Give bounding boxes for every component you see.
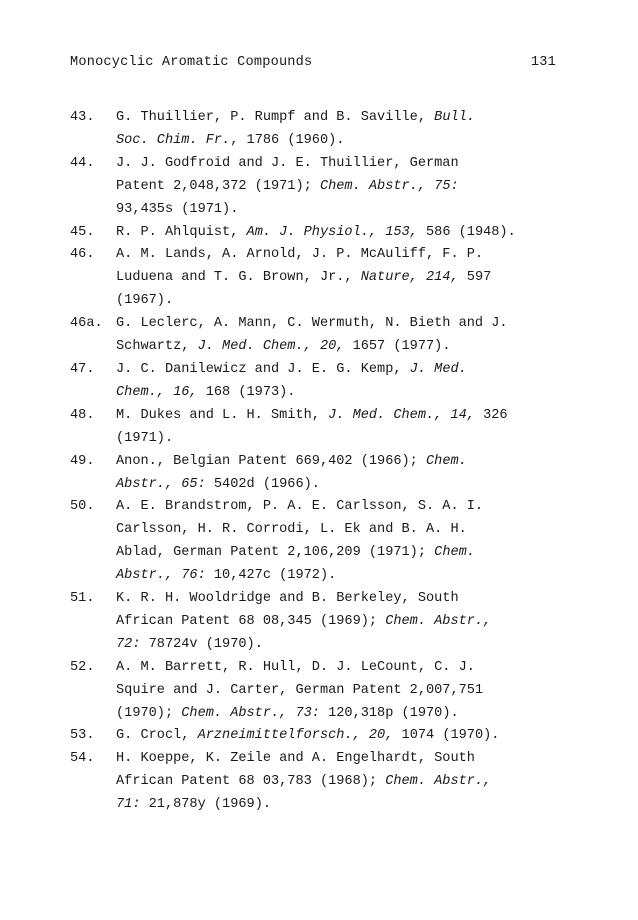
reference-line [116,703,570,726]
citation-text: J. C. Danilewicz and J. E. G. Kemp, [116,361,410,377]
reference-line [116,359,570,382]
reference-line [116,794,570,817]
reference-number: 48. [70,407,95,423]
reference-line [116,428,570,451]
reference-entry [70,496,570,588]
citation-text: R. P. Ahlquist, [116,224,247,240]
citation-italic-text: Nature, 214, [360,270,459,286]
citation-text: J. J. Godfroid and J. E. Thuillier, German [116,155,459,171]
citation-text: 326 [474,407,508,423]
citation-text: Luduena and T. G. Brown, Jr., [116,270,361,286]
citation-italic-text: Soc. Chim. Fr. [116,132,231,148]
citation-text: 93,435s (1971). [116,201,239,217]
citation-italic-text: Chem. [426,453,467,469]
reference-line [116,634,570,657]
reference-entry [70,244,570,313]
reference-number: 46a. [70,316,103,332]
citation-italic-text: Abstr., 76: [116,568,206,584]
reference-number: 53. [70,728,95,744]
reference-entry [70,725,570,748]
citation-italic-text: Chem. Abstr., 75: [319,178,459,194]
citation-text: A. M. Barrett, R. Hull, D. J. LeCount, C. J. [116,659,475,675]
citation-text: 21,878y (1969). [140,797,272,813]
reference-entry [70,748,570,817]
reference-entry [70,153,570,222]
reference-number: 46. [70,247,95,263]
citation-text: M. Dukes and L. H. Smith, [116,407,329,423]
running-header [70,53,556,73]
reference-line [116,313,570,336]
reference-line [116,771,570,794]
citation-italic-text: Arzneimittelforsch., 20, [197,728,394,744]
reference-line [116,107,570,130]
citation-text: G. Thuillier, P. Rumpf and B. Saville, [116,110,435,125]
reference-number: 47. [70,361,95,377]
citation-italic-text: Bull. [434,110,475,125]
reference-line [116,519,570,542]
citation-text: (1967). [116,293,174,309]
citation-text: Patent 2,048,372 (1971); [116,178,320,194]
reference-line [116,680,570,703]
reference-line [116,336,570,359]
citation-text: H. Koeppe, K. Zeile and A. Engelhardt, South [116,751,475,767]
citation-text: 78724v (1970). [140,636,263,652]
reference-entry [70,657,570,726]
reference-number: 43. [70,110,95,125]
citation-text: A. M. Lands, A. Arnold, J. P. McAuliff, F. P. [116,247,484,263]
citation-text: 1657 (1977). [344,339,451,355]
reference-line [116,725,570,748]
reference-entry [70,405,570,451]
reference-line [116,153,570,176]
reference-entry [70,313,570,359]
reference-line [116,474,570,497]
reference-line [116,382,570,405]
reference-line [116,244,570,267]
citation-text: 120,318p (1970). [319,705,459,721]
citation-italic-text: Am. J. Physiol., 153, [246,224,418,240]
citation-text: Squire and J. Carter, German Patent 2,007,751 [116,682,484,698]
citation-text: G. Leclerc, A. Mann, C. Wermuth, N. Bieth and J. [116,316,508,332]
page-number: 131 [530,55,556,70]
reference-line [116,130,570,153]
citation-text: African Patent 68 03,783 (1968); [116,774,386,790]
citation-italic-text: J. Med. Chem., 14, [328,407,475,423]
citation-text: 586 (1948). [417,224,516,240]
reference-number: 45. [70,224,95,240]
reference-line [116,199,570,222]
reference-line [116,565,570,588]
citation-italic-text: 71: [116,797,141,813]
citation-text: (1971). [116,430,174,446]
citation-text: Carlsson, H. R. Corrodi, L. Ek and B. A. H. [116,522,467,538]
citation-text: Ablad, German Patent 2,106,209 (1971); [116,545,435,561]
reference-line [116,657,570,680]
reference-number: 52. [70,659,95,675]
citation-text: 10,427c (1972). [205,568,337,584]
reference-number: 54. [70,751,95,767]
citation-text: 597 [458,270,492,286]
reference-line [116,176,570,199]
citation-italic-text: Chem. Abstr., [385,613,492,629]
citation-italic-text: J. Med. Chem., 20, [197,339,345,355]
reference-number: 49. [70,453,95,469]
citation-text: G. Crocl, [116,728,198,744]
reference-line [116,748,570,771]
citation-text: A. E. Brandstrom, P. A. E. Carlsson, S. A. I. [116,499,484,515]
citation-italic-text: Chem., 16, [116,384,198,400]
reference-line [116,542,570,565]
citation-italic-text: J. Med. [409,361,467,377]
citation-text: African Patent 68 08,345 (1969); [116,613,386,629]
citation-text: 5402d (1966). [205,476,320,492]
reference-list [70,107,570,817]
citation-italic-text: Chem. [434,545,475,561]
citation-text: K. R. H. Wooldridge and B. Berkeley, South [116,591,459,607]
reference-line [116,290,570,313]
reference-number: 50. [70,499,95,515]
citation-text: 168 (1973). [197,384,296,400]
reference-entry [70,107,570,153]
reference-line [116,588,570,611]
reference-line [116,611,570,634]
reference-entry [70,222,570,245]
citation-text: 1074 (1970). [393,728,500,744]
citation-italic-text: 72: [116,636,141,652]
reference-entry [70,588,570,657]
running-title: Monocyclic Aromatic Compounds [70,55,313,70]
reference-entry [70,359,570,405]
reference-line [116,405,570,428]
reference-line [116,451,570,474]
reference-number: 51. [70,591,95,607]
reference-line [116,267,570,290]
citation-italic-text: Chem. Abstr., [385,774,492,790]
citation-italic-text: Chem. Abstr., 73: [181,705,320,721]
citation-text: (1970); [116,705,182,721]
citation-text: Anon., Belgian Patent 669,402 (1966); [116,453,426,469]
citation-text: , 1786 (1960). [230,132,345,148]
citation-text: Schwartz, [116,339,198,355]
reference-entry [70,451,570,497]
reference-line [116,496,570,519]
reference-number: 44. [70,155,95,171]
citation-italic-text: Abstr., 65: [116,476,206,492]
reference-line [116,222,570,245]
